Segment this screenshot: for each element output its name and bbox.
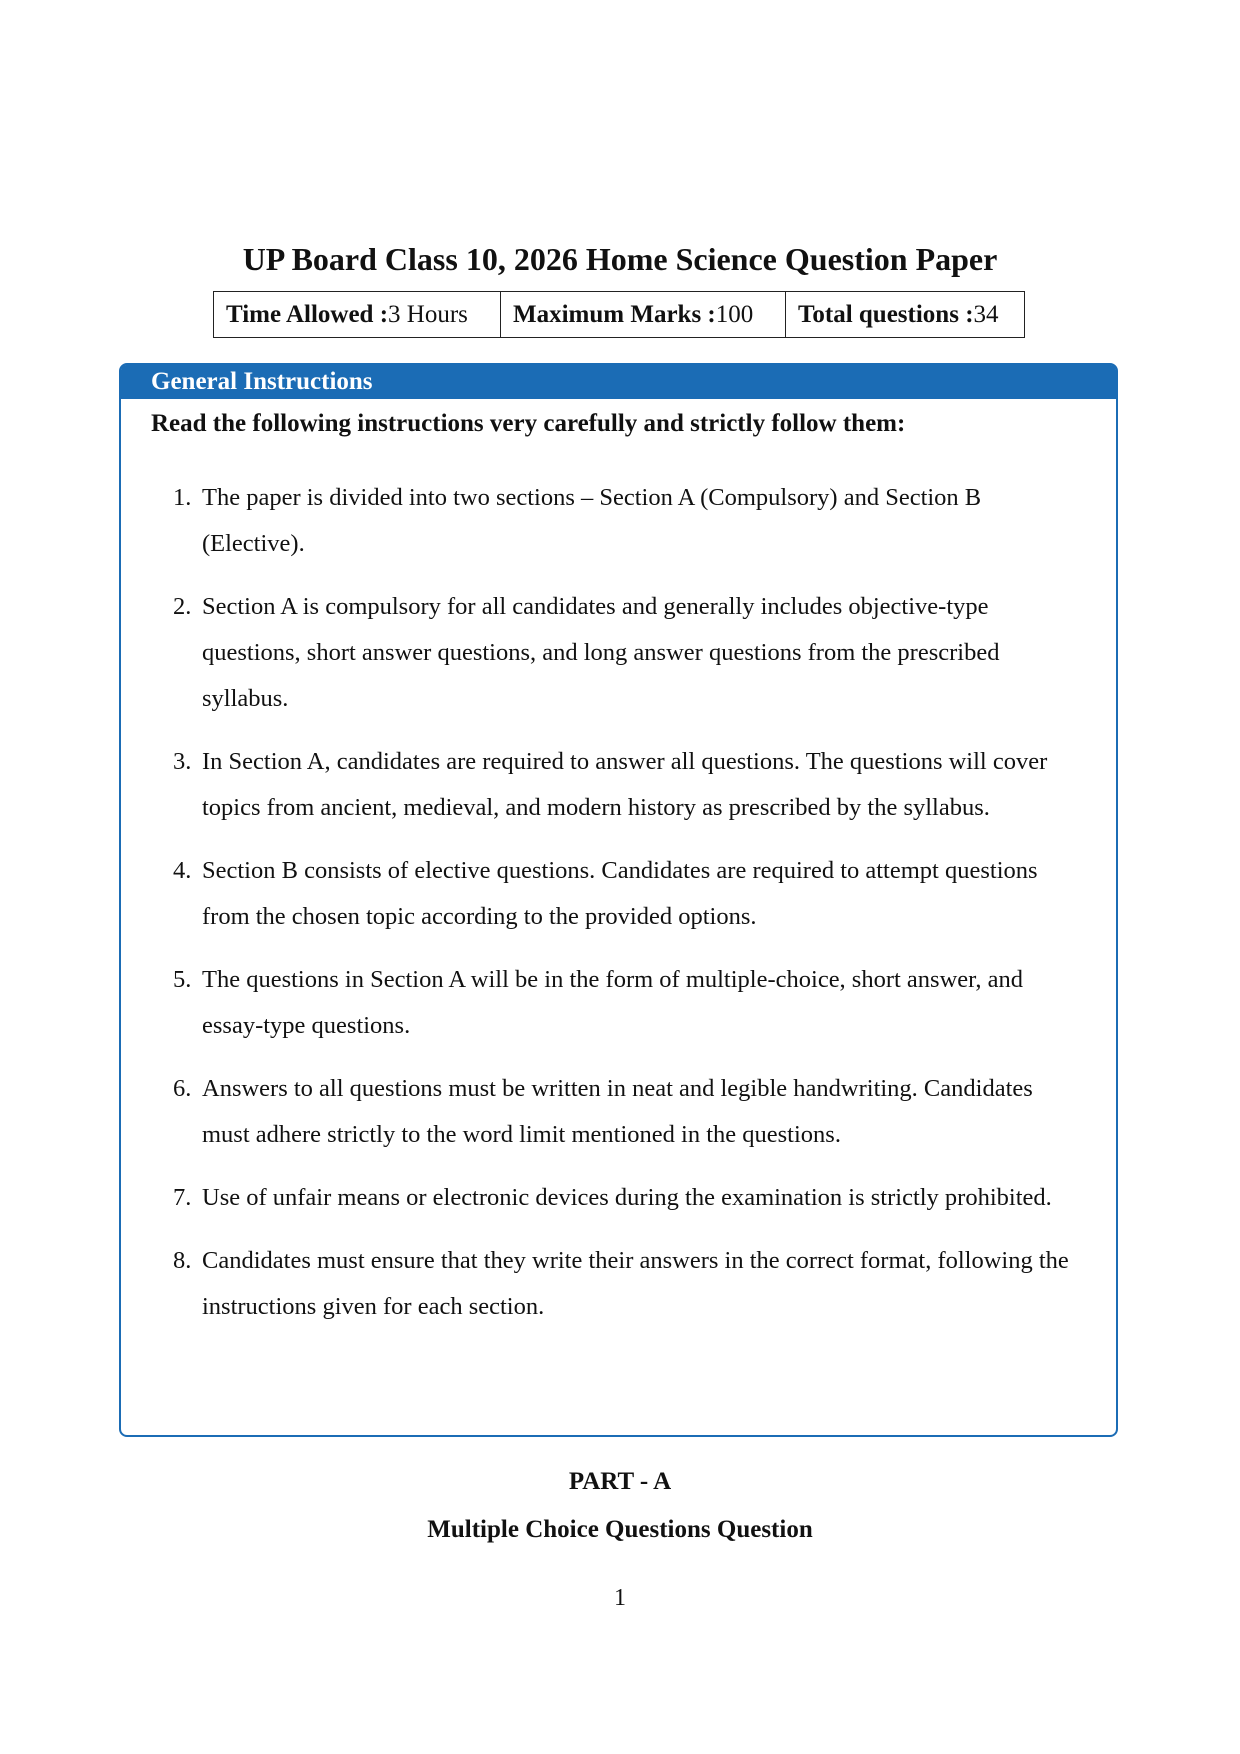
instruction-number: 8.: [173, 1247, 192, 1274]
page-number: 1: [614, 1585, 626, 1611]
instruction-item: [121, 739, 1116, 831]
instruction-item: [121, 848, 1116, 940]
instruction-text: The questions in Section A will be in the form of multiple-choice, short answer, and essay-type questions.: [202, 966, 1023, 1039]
instruction-number: 7.: [173, 1184, 192, 1211]
time-allowed-value: 3 Hours: [388, 300, 468, 328]
time-allowed-cell: [214, 292, 501, 338]
maximum-marks-value: 100: [715, 300, 754, 328]
instruction-text: Section A is compulsory for all candidates and generally includes objective-type questions, short answer questions, and long answer questions from the prescribed syllabus.: [202, 593, 1000, 712]
instruction-text: The paper is divided into two sections – Section A (Compulsory) and Section B (Elective).: [202, 484, 982, 557]
part-title: PART - A: [568, 1468, 672, 1495]
instruction-item: [121, 1175, 1116, 1221]
instruction-text: In Section A, candidates are required to answer all questions. The questions will cover topics from ancient, medieval, and modern history as prescribed by the syllabus.: [202, 748, 1048, 821]
part-subtitle: Multiple Choice Questions Question: [427, 1516, 813, 1543]
instruction-text: Use of unfair means or electronic devices during the examination is strictly prohibited.: [202, 1184, 1052, 1211]
exam-meta-table: [213, 291, 1025, 338]
total-questions-cell: [786, 292, 1025, 338]
instruction-text: Answers to all questions must be written in neat and legible handwriting. Candidates must adhere strictly to the word limit mentioned in the questions.: [202, 1075, 1033, 1148]
instruction-text: Candidates must ensure that they write their answers in the correct format, following the instructions given for each section.: [202, 1247, 1069, 1320]
maximum-marks-cell: [501, 292, 786, 338]
instructions-list: [121, 475, 1116, 1347]
instruction-number: 4.: [173, 857, 192, 884]
total-questions-label: Total questions :: [798, 300, 974, 328]
instruction-item: [121, 475, 1116, 567]
instruction-number: 6.: [173, 1075, 192, 1102]
instruction-number: 2.: [173, 593, 192, 620]
instruction-item: [121, 584, 1116, 722]
instruction-item: [121, 957, 1116, 1049]
maximum-marks-label: Maximum Marks :: [513, 300, 716, 328]
time-allowed-label: Time Allowed :: [226, 300, 389, 328]
general-instructions-box: [119, 363, 1118, 1437]
total-questions-value: 34: [973, 300, 999, 328]
instructions-header: General Instructions: [121, 365, 1116, 399]
page-title: UP Board Class 10, 2026 Home Science Question Paper: [242, 241, 998, 278]
instruction-number: 5.: [173, 966, 192, 993]
instruction-item: [121, 1066, 1116, 1158]
instruction-number: 3.: [173, 748, 192, 775]
instruction-item: [121, 1238, 1116, 1330]
instruction-text: Section B consists of elective questions. Candidates are required to attempt questions from the chosen topic according to the provided options.: [202, 857, 1038, 930]
instruction-number: 1.: [173, 484, 192, 511]
instructions-lead: Read the following instructions very carefully and strictly follow them:: [151, 410, 906, 437]
